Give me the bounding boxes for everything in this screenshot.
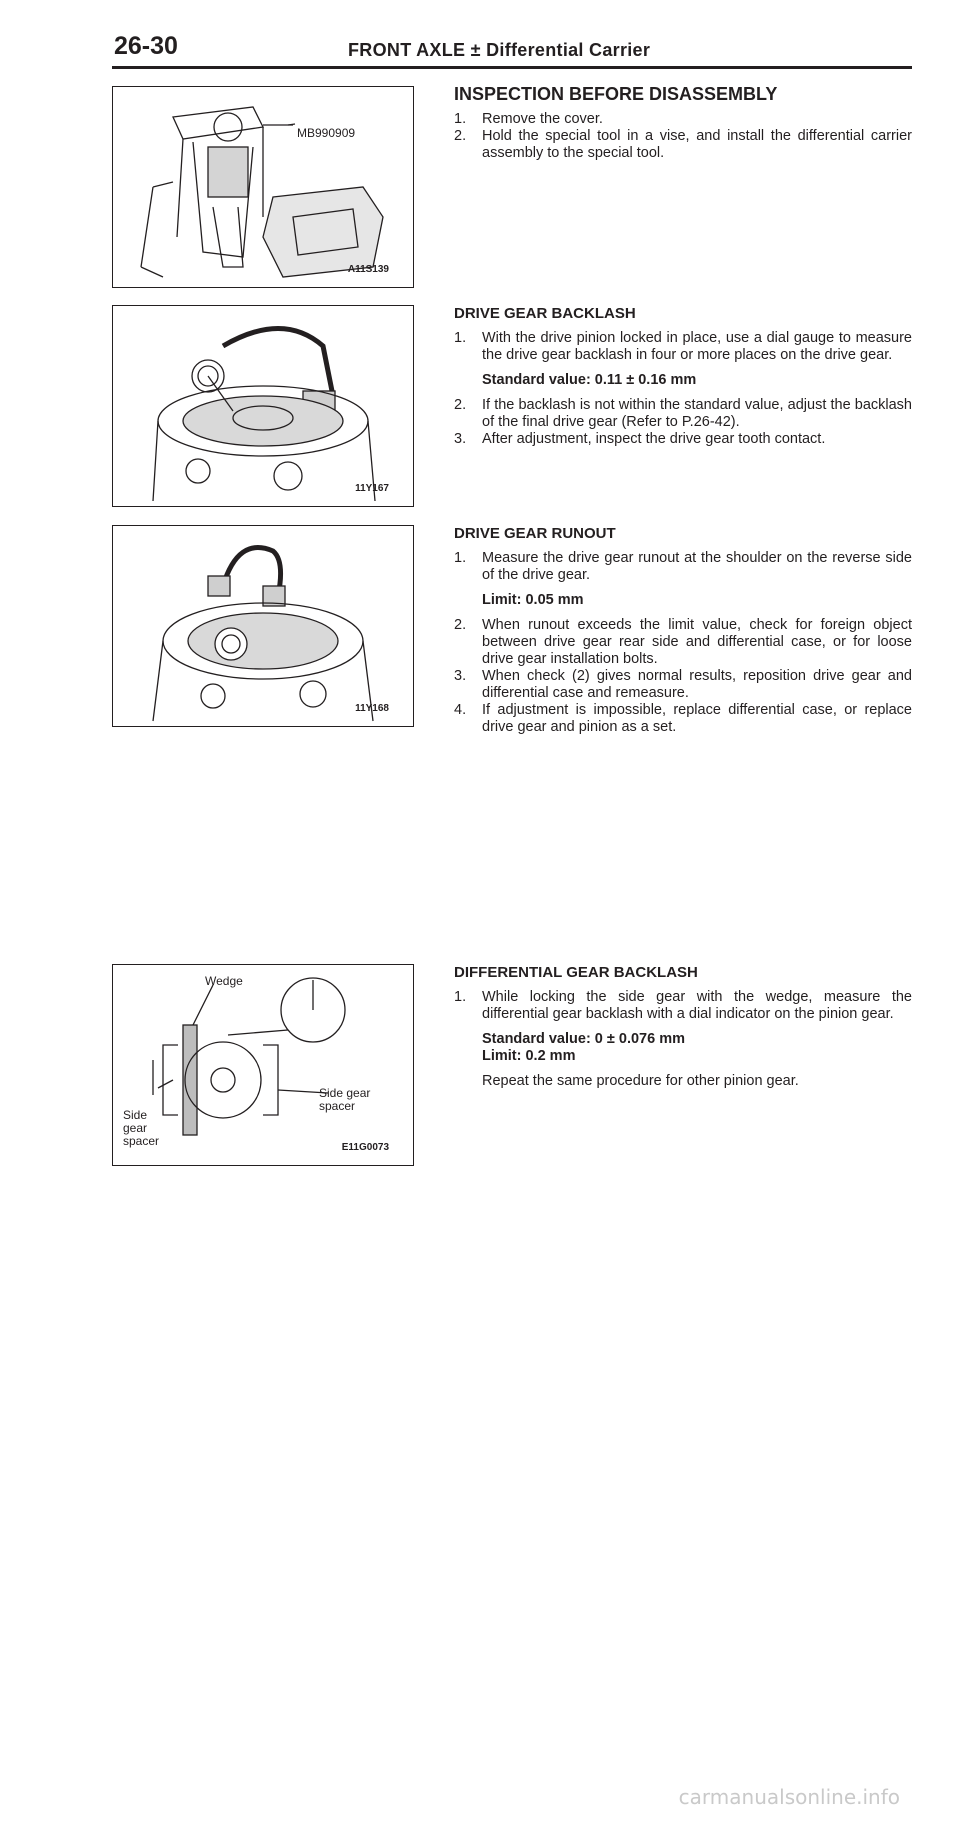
step-list xyxy=(454,989,912,1023)
step-item xyxy=(454,111,912,128)
step-item xyxy=(454,989,912,1023)
section-drive-gear-runout xyxy=(454,525,912,736)
standard-value: Standard value: 0 ± 0.076 mm xyxy=(482,1031,685,1047)
step-number: 2. xyxy=(454,617,467,633)
step-number: 3. xyxy=(454,668,467,684)
figure-code: 11Y168 xyxy=(355,703,389,714)
figure-drive-gear-backlash xyxy=(112,305,414,507)
step-text: While locking the side gear with the wedge, measure the differential gear backlash with a dial indicator on the pinion gear. xyxy=(482,989,912,1022)
step-number: 1. xyxy=(454,111,467,127)
step-item xyxy=(454,397,912,431)
dial-gauge-runout-illustration xyxy=(113,526,413,726)
section-title: DRIVE GEAR RUNOUT xyxy=(454,525,616,542)
tool-number-label: MB990909 xyxy=(297,126,356,140)
step-number: 3. xyxy=(454,431,467,447)
step-number: 4. xyxy=(454,702,467,718)
section-inspection-before-disassembly xyxy=(454,86,912,162)
header-rule xyxy=(112,66,912,69)
step-list xyxy=(454,397,912,448)
section-differential-gear-backlash xyxy=(454,964,912,1098)
step-number: 2. xyxy=(454,128,467,144)
step-item xyxy=(454,550,912,584)
step-item xyxy=(454,431,912,448)
step-list xyxy=(454,617,912,736)
dial-gauge-backlash-illustration xyxy=(113,306,413,506)
section-title: INSPECTION BEFORE DISASSEMBLY xyxy=(454,84,778,104)
step-item xyxy=(454,128,912,162)
section-title: DIFFERENTIAL GEAR BACKLASH xyxy=(454,964,698,981)
page-number: 26-30 xyxy=(114,32,178,60)
step-number: 1. xyxy=(454,550,467,566)
step-item xyxy=(454,617,912,668)
limit-value: Limit: 0.2 mm xyxy=(482,1048,576,1064)
standard-value: Standard value: 0.11 ± 0.16 mm xyxy=(482,372,697,388)
step-text: If adjustment is impossible, replace differential case, or replace drive gear and pinion as a set. xyxy=(482,702,912,735)
step-number: 2. xyxy=(454,397,467,413)
step-text: If the backlash is not within the standard value, adjust the backlash of the final drive gear (Refer to P.26-42). xyxy=(482,397,912,430)
step-text: After adjustment, inspect the drive gear tooth contact. xyxy=(482,431,826,447)
step-text: Measure the drive gear runout at the shoulder on the reverse side of the drive gear. xyxy=(482,550,912,583)
figure-code: 11Y167 xyxy=(355,483,389,494)
section-drive-gear-backlash xyxy=(454,305,912,448)
figure-differential-gear-backlash xyxy=(112,964,414,1166)
special-tool-illustration xyxy=(113,87,413,287)
figure-code: A11S139 xyxy=(347,264,389,275)
section-title: DRIVE GEAR BACKLASH xyxy=(454,305,636,322)
step-text: When runout exceeds the limit value, check for foreign object between drive gear rear side and differential case, or for loose drive gear installation bolts. xyxy=(482,617,912,667)
figure-special-tool xyxy=(112,86,414,288)
step-text: When check (2) gives normal results, reposition drive gear and differential case and remeasure. xyxy=(482,668,912,701)
step-item xyxy=(454,702,912,736)
step-number: 1. xyxy=(454,330,467,346)
watermark: carmanualsonline.info xyxy=(678,1785,900,1809)
step-text: Remove the cover. xyxy=(482,111,603,127)
step-list xyxy=(454,330,912,364)
figure-drive-gear-runout xyxy=(112,525,414,727)
repeat-note: Repeat the same procedure for other pinion gear. xyxy=(482,1073,799,1089)
figure-code: E11G0073 xyxy=(341,1142,389,1153)
step-list xyxy=(454,111,912,162)
step-text: Hold the special tool in a vise, and install the differential carrier assembly to the special tool. xyxy=(482,128,912,161)
side-gear-spacer-label-left: Side gear spacer xyxy=(123,1108,160,1148)
step-text: With the drive pinion locked in place, use a dial gauge to measure the drive gear backlash in four or more places on the drive gear. xyxy=(482,330,912,363)
side-gear-spacer-label-right: Side gear spacer xyxy=(319,1086,371,1113)
page-title: FRONT AXLE ± Differential Carrier xyxy=(348,40,651,60)
limit-value: Limit: 0.05 mm xyxy=(482,592,584,608)
step-item xyxy=(454,330,912,364)
step-list xyxy=(454,550,912,584)
wedge-label: Wedge xyxy=(205,974,243,988)
step-item xyxy=(454,668,912,702)
step-number: 1. xyxy=(454,989,467,1005)
